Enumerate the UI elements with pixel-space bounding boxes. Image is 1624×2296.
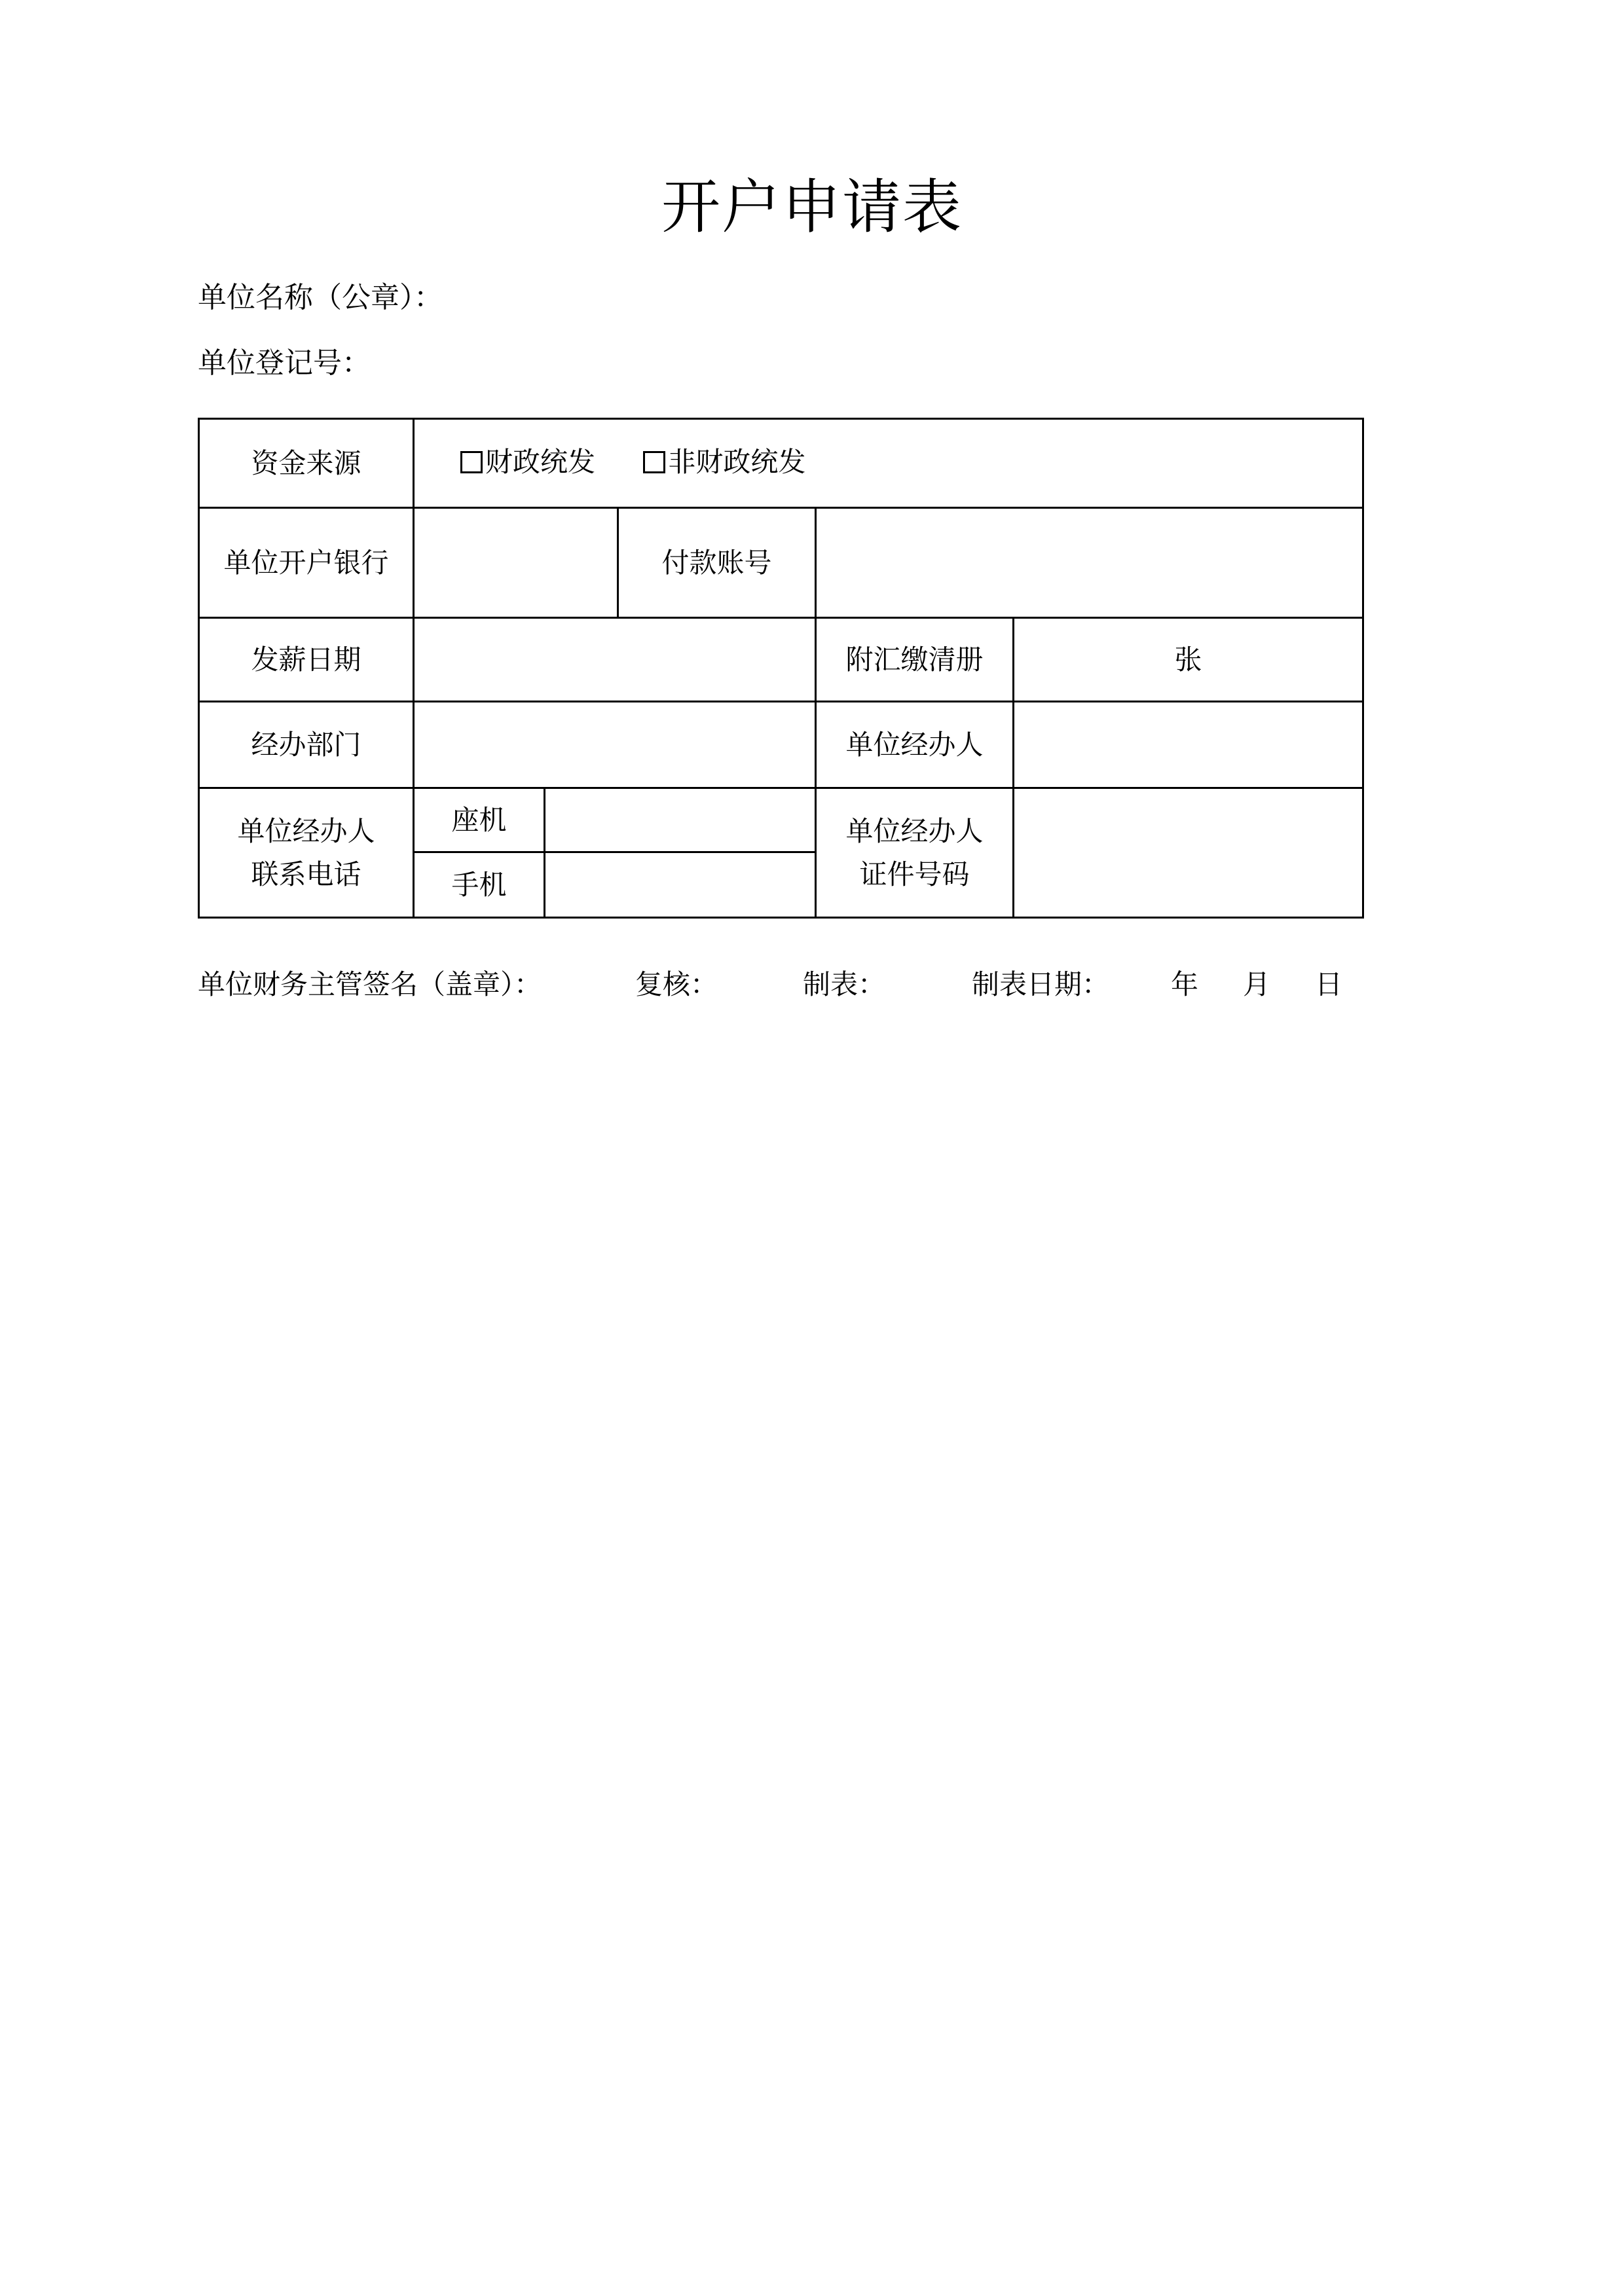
id-label-line2: 证件号码 [859,858,970,890]
checkbox-icon[interactable] [460,451,483,473]
unit-name-label: 单位名称（公章）： [198,281,443,314]
id-label-line1: 单位经办人 [845,814,984,847]
phone-label-line1: 单位经办人 [237,814,375,847]
bank-row [199,508,1363,618]
page-title: 开户申请表 [661,173,963,242]
unit-registration-label: 单位登记号： [198,346,371,380]
phone-label [199,788,414,918]
id-number-label [816,788,1014,918]
phone-label-line2: 联系电话 [251,858,361,890]
fund-source-label: 资金来源 [199,419,414,508]
year-label: 年 [1171,968,1199,1000]
prepared-date-label: 制表日期： [972,968,1110,1000]
account-value-cell[interactable] [816,508,1363,618]
mobile-label: 手机 [414,852,545,918]
landline-value-cell[interactable] [545,788,816,852]
footer-signatures [198,965,1370,1004]
prepared-label: 制表： [803,968,886,1000]
landline-label: 座机 [414,788,545,852]
handler-value-cell[interactable] [1014,702,1363,788]
department-value-cell[interactable] [414,702,816,788]
bank-label: 单位开户银行 [199,508,414,618]
mobile-value-cell[interactable] [545,852,816,918]
finance-sign-label: 单位财务主管签名（盖章）： [198,968,542,1000]
option-label: 财政统发 [485,446,596,478]
landline-row [199,788,1363,852]
option-non-fiscal-unified[interactable] [643,441,805,484]
payday-label: 发薪日期 [199,618,414,702]
roster-count-cell[interactable]: 张 [1014,618,1363,702]
department-row [199,702,1363,788]
id-number-value-cell[interactable] [1014,788,1363,918]
checkbox-icon[interactable] [643,451,665,473]
account-label: 付款账号 [618,508,816,618]
handler-label: 单位经办人 [816,702,1014,788]
payday-value-cell[interactable] [414,618,816,702]
day-label: 日 [1315,968,1343,1000]
fund-source-row [199,419,1363,508]
payday-row [199,618,1363,702]
department-label: 经办部门 [199,702,414,788]
review-label: 复核： [635,968,718,1000]
month-label: 月 [1243,968,1271,1000]
fund-source-options [414,419,1363,508]
option-fiscal-unified[interactable] [460,441,595,484]
bank-value-cell[interactable] [414,508,618,618]
option-label: 非财政统发 [668,446,806,478]
roster-label: 附汇缴清册 [816,618,1014,702]
application-form-table [198,418,1364,919]
